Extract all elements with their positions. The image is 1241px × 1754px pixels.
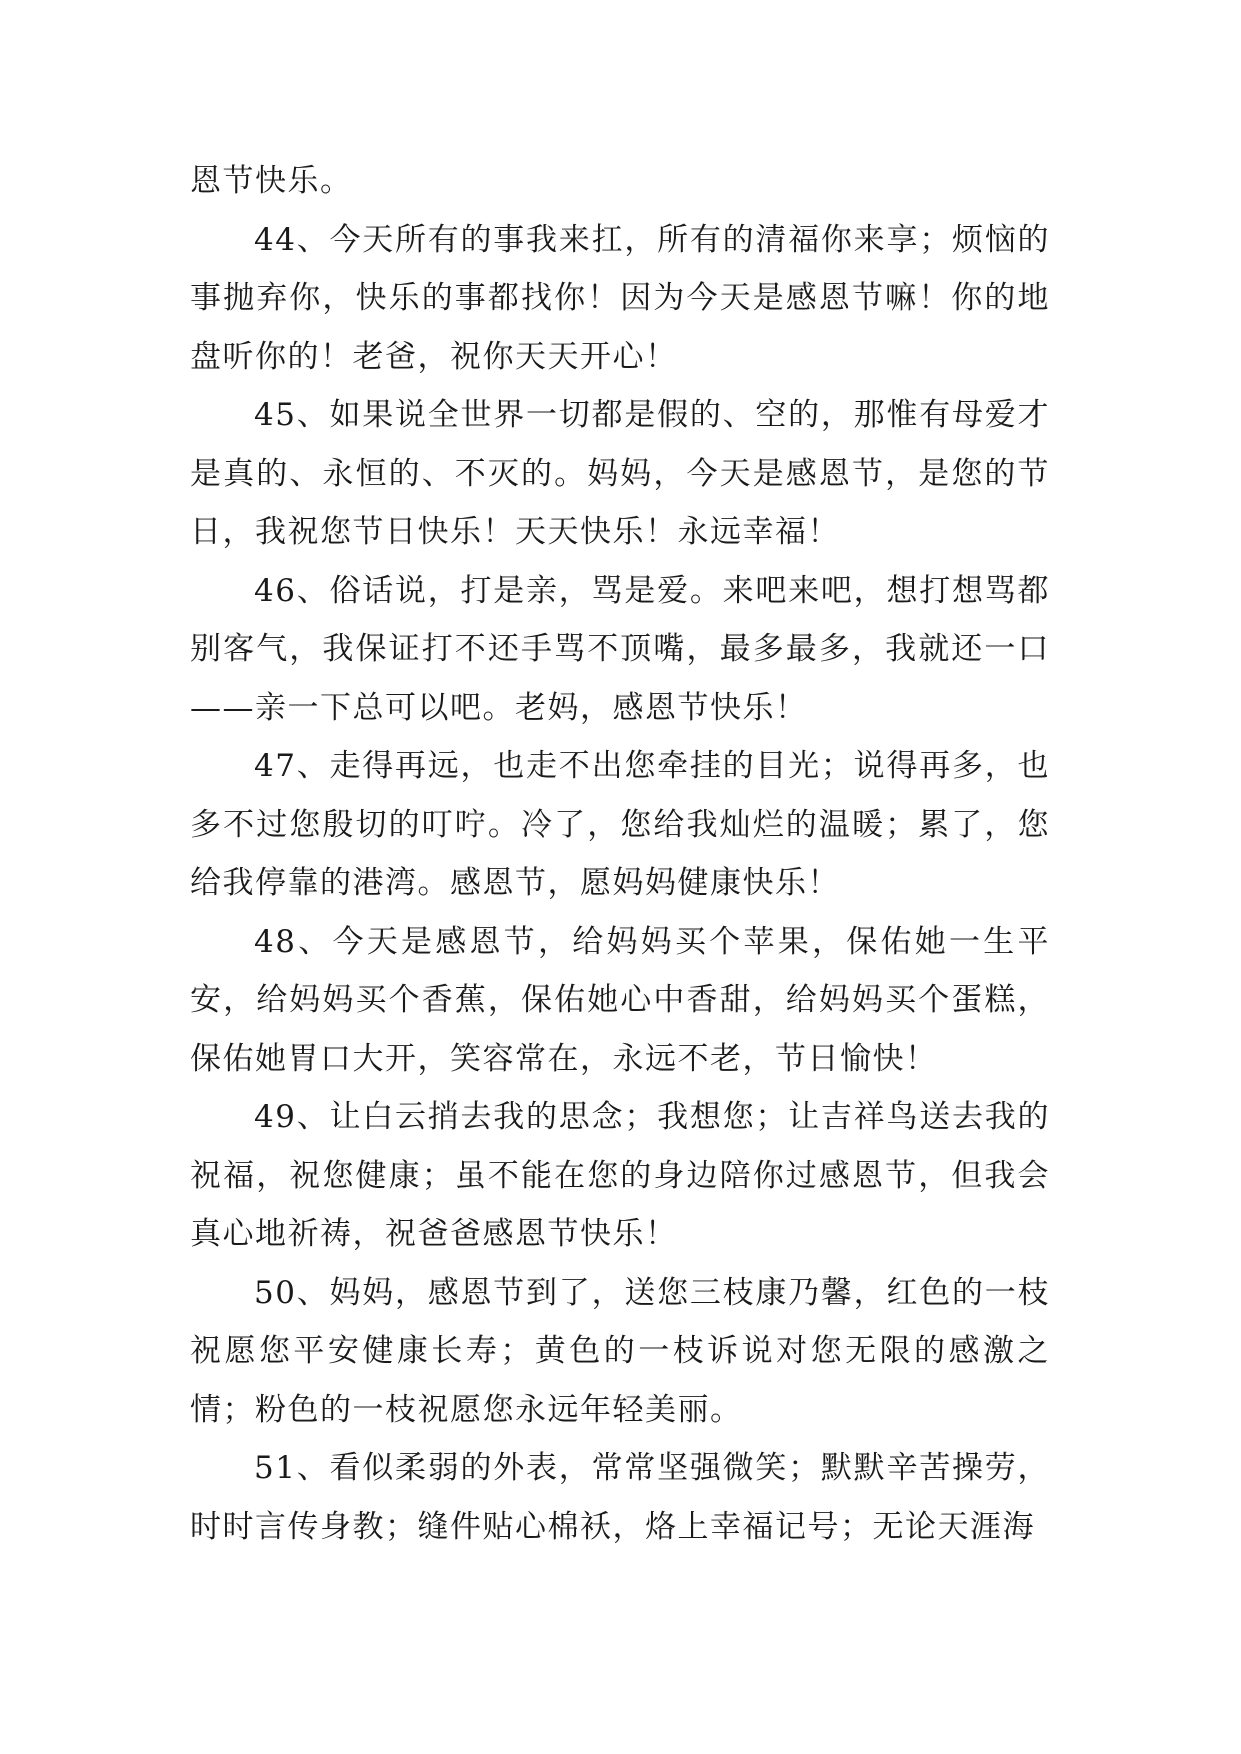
paragraph-51: 51、看似柔弱的外表，常常坚强微笑；默默辛苦操劳，时时言传身教；缝件贴心棉袄，烙上幸福记号；无论天涯海 <box>190 1450 1050 1545</box>
paragraph-continuation: 恩节快乐。 <box>190 163 353 199</box>
paragraph-46: 46、俗话说，打是亲，骂是爱。来吧来吧，想打想骂都别客气，我保证打不还手骂不顶嘴，最多最多，我就还一口——亲一下总可以吧。老妈，感恩节快乐！ <box>190 572 1050 726</box>
paragraph-47: 47、走得再远，也走不出您牵挂的目光；说得再多，也多不过您殷切的叮咛。冷了，您给我灿烂的温暖；累了，您给我停靠的港湾。感恩节，愿妈妈健康快乐！ <box>190 748 1050 901</box>
paragraph-48: 48、今天是感恩节，给妈妈买个苹果，保佑她一生平安，给妈妈买个香蕉，保佑她心中香甜，给妈妈买个蛋糕，保佑她胃口大开，笑容常在，永远不老，节日愉快！ <box>190 923 1050 1077</box>
paragraph-45: 45、如果说全世界一切都是假的、空的，那惟有母爱才是真的、永恒的、不灭的。妈妈，今天是感恩节，是您的节日，我祝您节日快乐！天天快乐！永远幸福！ <box>190 397 1050 550</box>
paragraph-49: 49、让白云捎去我的思念；我想您；让吉祥鸟送去我的祝福，祝您健康；虽不能在您的身边陪你过感恩节，但我会真心地祈祷，祝爸爸感恩节快乐！ <box>190 1099 1050 1252</box>
document-body <box>190 152 1050 1556</box>
paragraph-50: 50、妈妈，感恩节到了，送您三枝康乃馨，红色的一枝祝愿您平安健康长寿；黄色的一枝诉说对您无限的感激之情；粉色的一枝祝愿您永远年轻美丽。 <box>190 1274 1050 1428</box>
paragraph-44: 44、今天所有的事我来扛，所有的清福你来享；烦恼的事抛弃你，快乐的事都找你！因为今天是感恩节嘛！你的地盘听你的！老爸，祝你天天开心！ <box>190 221 1050 375</box>
